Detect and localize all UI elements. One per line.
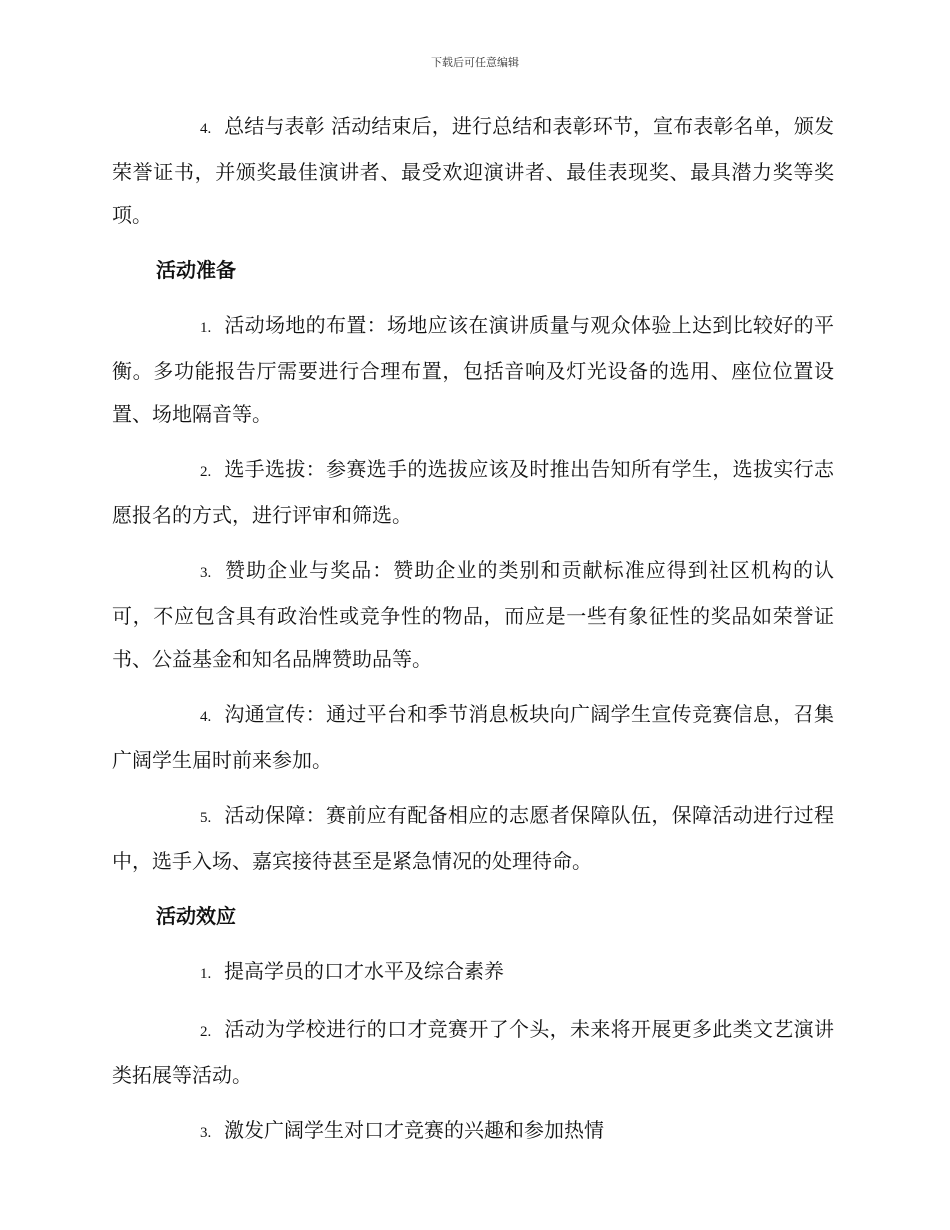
list-item (112, 549, 834, 681)
item-text: 活动场地的布置：场地应该在演讲质量与观众体验上达到比较好的平衡。多功能报告厅需要进行合理布置，包括音响及灯光设备的选用、座位位置设置、场地隔音等。 (112, 313, 834, 426)
item-text: 激发广阔学生对口才竞赛的兴趣和参加热情 (224, 1118, 604, 1142)
list-item (112, 105, 834, 237)
list-item (112, 1109, 834, 1155)
item-text: 总结与表彰 活动结束后，进行总结和表彰环节，宣布表彰名单，颁发荣誉证书，并颁奖最佳演讲者、最受欢迎演讲者、最佳表现奖、最具潜力奖等奖项。 (112, 114, 834, 227)
item-text: 赞助企业与奖品：赞助企业的类别和贡献标准应得到社区机构的认可，不应包含具有政治性或竞争性的物品，而应是一些有象征性的奖品如荣誉证书、公益基金和知名品牌赞助品等。 (112, 558, 834, 671)
item-text: 活动保障：赛前应有配备相应的志愿者保障队伍，保障活动进行过程中，选手入场、嘉宾接待甚至是紧急情况的处理待命。 (112, 803, 834, 873)
item-text: 提高学员的口才水平及综合素养 (224, 959, 504, 983)
item-number: 2. (200, 464, 212, 480)
section-heading: 活动准备 (156, 258, 236, 282)
item-number: 4. (200, 709, 212, 725)
item-text: 活动为学校进行的口才竞赛开了个头，未来将开展更多此类文艺演讲类拓展等活动。 (112, 1017, 834, 1087)
item-text: 沟通宣传：通过平台和季节消息板块向广阔学生宣传竞赛信息，召集广阔学生届时前来参加。 (112, 702, 834, 772)
item-number: 4. (200, 121, 212, 137)
list-item (112, 693, 834, 782)
item-number: 5. (200, 810, 212, 826)
item-text: 选手选拔：参赛选手的选拔应该及时推出告知所有学生，选拔实行志愿报名的方式，进行评审和筛选。 (112, 457, 834, 527)
list-item (112, 794, 834, 883)
list-item (112, 950, 834, 996)
list-item (112, 1008, 834, 1097)
item-number: 1. (200, 966, 212, 982)
item-number: 3. (200, 565, 212, 581)
header-note: 下载后可任意编辑 (431, 56, 519, 69)
item-number: 3. (200, 1125, 212, 1141)
list-item (112, 304, 834, 436)
item-number: 2. (200, 1024, 212, 1040)
item-number: 1. (200, 320, 212, 336)
section-heading: 活动效应 (156, 904, 236, 928)
document-body (112, 105, 834, 1167)
list-item (112, 448, 834, 537)
